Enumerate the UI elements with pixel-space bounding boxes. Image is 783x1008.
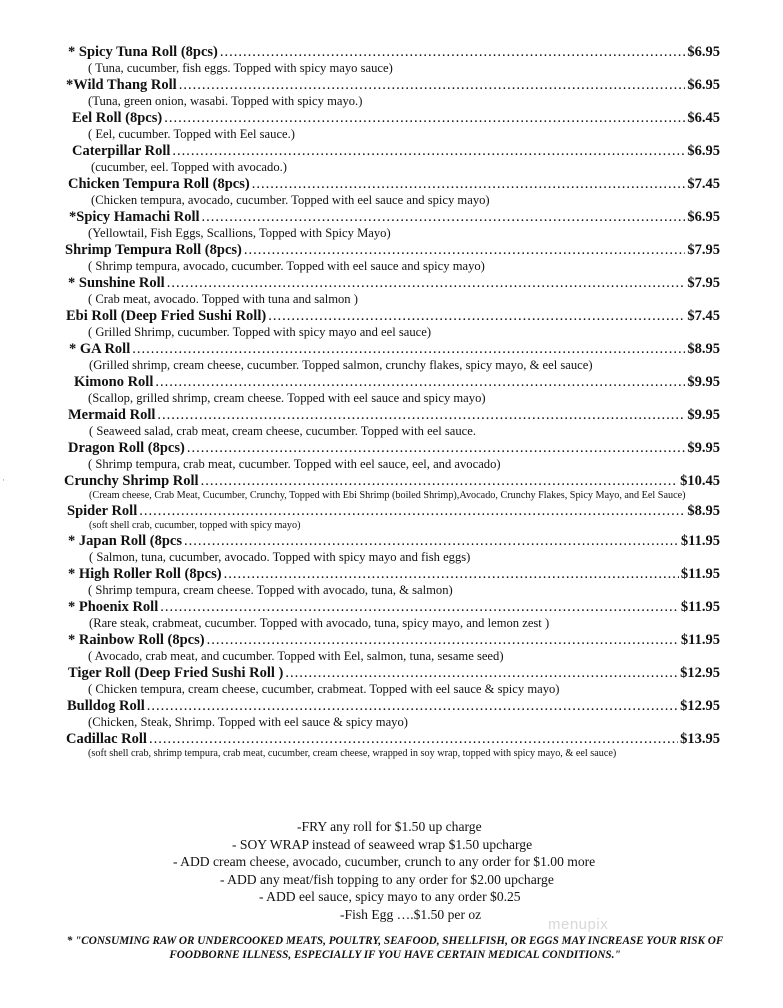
menu-item-row [0, 209, 783, 225]
menu-item [0, 110, 783, 143]
menu-item-description: ( Seaweed salad, crab meat, cream cheese, cucumber. Topped with eel sauce. [89, 424, 477, 438]
menu-item [0, 374, 783, 407]
menu-item-row [0, 341, 783, 357]
menu-item-list [0, 44, 783, 761]
dot-leader [201, 473, 679, 489]
note-fish-egg: -Fish Egg ….$1.50 per oz [340, 906, 482, 922]
menu-item-price: $11.95 [680, 566, 720, 582]
menu-item-description: ( Avocado, crab meat, and cucumber. Topped with Eel, salmon, tuna, sesame seed) [88, 649, 504, 663]
menu-item-price: $9.95 [687, 407, 720, 423]
menu-item-row [0, 665, 783, 681]
menu-item-description: (cucumber, eel. Topped with avocado.) [91, 160, 287, 174]
dot-leader [252, 176, 686, 192]
menu-item-description: (Rare steak, crabmeat, cucumber. Topped with avocado, tuna, spicy mayo, and lemon zest ) [89, 616, 550, 630]
dot-leader [172, 143, 685, 159]
menu-item-row [0, 407, 783, 423]
menu-item-description: ( Salmon, tuna, cucumber, avocado. Topped with spicy mayo and fish eggs) [89, 550, 471, 564]
menu-item-name: * Phoenix Roll [68, 599, 159, 615]
menu-item-name: Caterpillar Roll [72, 143, 171, 159]
menu-item [0, 731, 783, 761]
menu-item-row [0, 110, 783, 126]
dot-leader [179, 77, 686, 93]
note-fry: -FRY any roll for $1.50 up charge [297, 819, 482, 834]
menu-item-description: ( Chicken tempura, cream cheese, cucumber, crabmeat. Topped with eel sauce & spicy mayo) [88, 682, 560, 696]
dot-leader [202, 209, 686, 225]
menu-item-price: $12.95 [680, 698, 720, 714]
menu-item-price: $11.95 [680, 599, 720, 615]
menu-item [0, 599, 783, 632]
menu-item-description: (soft shell crab, cucumber, topped with spicy mayo) [89, 520, 301, 531]
menu-item-price: $7.95 [687, 242, 720, 258]
menu-item-description: ( Shrimp tempura, avocado, cucumber. Topped with eel sauce and spicy mayo) [88, 259, 485, 273]
menu-item-description: (Grilled shrimp, cream cheese, cucumber. Topped salmon, crunchy flakes, spicy mayo, & eel sauce) [89, 358, 593, 372]
dot-leader [164, 110, 685, 126]
menu-item-name: Tiger Roll (Deep Fried Sushi Roll ) [68, 665, 284, 681]
menu-item-description: ( Shrimp tempura, cream cheese. Topped with avocado, tuna, & salmon) [88, 583, 453, 597]
menu-item [0, 77, 783, 110]
menu-item [0, 533, 783, 566]
menu-item [0, 440, 783, 473]
menu-item-description: ( Tuna, cucumber, fish eggs. Topped with spicy mayo sauce) [88, 61, 393, 75]
menu-item-row [0, 632, 783, 648]
menu-item [0, 308, 783, 341]
dot-leader [157, 407, 685, 423]
dot-leader [147, 698, 678, 714]
menu-item-name: Chicken Tempura Roll (8pcs) [68, 176, 250, 192]
menu-item-price: $6.45 [687, 110, 720, 126]
menu-item-name: * Spicy Tuna Roll (8pcs) [68, 44, 218, 60]
menu-item-name: Dragon Roll (8pcs) [68, 440, 185, 456]
menu-item-price: $9.95 [687, 440, 720, 456]
menu-item-description: (Cream cheese, Crab Meat, Cucumber, Crunchy, Topped with Ebi Shrimp (boiled Shrimp),Avocado, Crunchy Flakes, Spicy Mayo, and Eel Sauce) [89, 490, 686, 501]
menu-item-name: Crunchy Shrimp Roll [64, 473, 199, 489]
menu-item-description: (Chicken, Steak, Shrimp. Topped with eel sauce & spicy mayo) [88, 715, 408, 729]
menu-item-price: $11.95 [680, 533, 720, 549]
dot-leader [207, 632, 679, 648]
menu-item-description: ( Crab meat, avocado. Topped with tuna and salmon ) [88, 292, 358, 306]
menu-item [0, 407, 783, 440]
menu-item-name: * Sunshine Roll [68, 275, 165, 291]
menu-item-name: Kimono Roll [74, 374, 154, 390]
menu-item-row [0, 533, 783, 549]
menu-item-price: $6.95 [687, 77, 720, 93]
watermark-logo: menupix [548, 916, 609, 933]
menu-item [0, 143, 783, 176]
menu-item-price: $7.95 [687, 275, 720, 291]
menu-item-description: ( Grilled Shrimp, cucumber. Topped with spicy mayo and eel sauce) [88, 325, 432, 339]
note-add-topping: - ADD any meat/fish topping to any order for $2.00 upcharge [220, 871, 554, 887]
dot-leader [187, 440, 686, 456]
menu-item [0, 44, 783, 77]
menu-item [0, 503, 783, 533]
menu-item-name: * High Roller Roll (8pcs) [68, 566, 222, 582]
menu-item-row [0, 440, 783, 456]
menu-item [0, 665, 783, 698]
menu-item [0, 341, 783, 374]
menu-item [0, 566, 783, 599]
dot-leader [285, 665, 678, 681]
menu-item-name: *Spicy Hamachi Roll [69, 209, 200, 225]
menu-item-row [0, 473, 783, 489]
note-add-cream-cheese: - ADD cream cheese, avocado, cucumber, crunch to any order for $1.00 more [173, 854, 596, 869]
menu-item-price: $9.95 [687, 374, 720, 390]
dot-leader [244, 242, 686, 258]
dot-leader [149, 731, 678, 747]
note-soy-wrap: - SOY WRAP instead of seaweed wrap $1.50 upcharge [232, 836, 533, 852]
menu-item-row [0, 44, 783, 60]
raw-food-warning: * "CONSUMING RAW OR UNDERCOOKED MEATS, POULTRY, SEAFOOD, SHELLFISH, OR EGGS MAY INCREASE YOUR RISK OF FOODBORNE ILLNESS, ESPECIALLY IF YOU HAVE CERTAIN MEDICAL CONDITIONS." [66, 935, 724, 961]
menu-item-row [0, 374, 783, 390]
menu-item-price: $10.45 [680, 473, 720, 489]
menu-item-row [0, 503, 783, 519]
menu-item-price: $13.95 [680, 731, 720, 747]
menu-item-description: (soft shell crab, shrimp tempura, crab meat, cucumber, cream cheese, wrapped in soy wrap, topped with spicy mayo, & eel sauce) [88, 748, 617, 759]
menu-item-row [0, 143, 783, 159]
menu-item-name: Ebi Roll (Deep Fried Sushi Roll) [66, 308, 267, 324]
menu-item-name: Spider Roll [67, 503, 138, 519]
menu-item-price: $11.95 [680, 632, 720, 648]
menu-item-price: $7.45 [687, 308, 720, 324]
scan-edge-mark: · [2, 475, 5, 485]
menu-item-description: (Scallop, grilled shrimp, cream cheese. Topped with eel sauce and spicy mayo) [88, 391, 486, 405]
menu-item-name: Mermaid Roll [68, 407, 156, 423]
dot-leader [167, 275, 686, 291]
menu-item-name: Eel Roll (8pcs) [72, 110, 163, 126]
menu-item-price: $12.95 [680, 665, 720, 681]
menu-item [0, 176, 783, 209]
dot-leader [155, 374, 685, 390]
menu-item-row [0, 566, 783, 582]
menu-item-name: * Japan Roll (8pcs [68, 533, 183, 549]
dot-leader [160, 599, 679, 615]
menu-item-price: $6.95 [687, 209, 720, 225]
menu-item-row [0, 275, 783, 291]
dot-leader [132, 341, 685, 357]
menu-item-description: (Yellowtail, Fish Eggs, Scallions, Topped with Spicy Mayo) [88, 226, 391, 240]
menu-item-price: $8.95 [687, 341, 720, 357]
dot-leader [224, 566, 679, 582]
menu-item-price: $6.95 [687, 143, 720, 159]
menu-item-row [0, 176, 783, 192]
dot-leader [268, 308, 685, 324]
menu-item-row [0, 698, 783, 714]
menu-item-row [0, 242, 783, 258]
menu-item-row [0, 731, 783, 747]
menu-item [0, 275, 783, 308]
menu-item [0, 242, 783, 275]
menu-item-price: $7.45 [687, 176, 720, 192]
menu-item-row [0, 308, 783, 324]
dot-leader [139, 503, 685, 519]
menu-item-row [0, 77, 783, 93]
menu-item-name: Cadillac Roll [66, 731, 147, 747]
menu-item-price: $8.95 [687, 503, 720, 519]
menu-item [0, 473, 783, 503]
menu-item [0, 209, 783, 242]
menu-item-name: Shrimp Tempura Roll (8pcs) [65, 242, 242, 258]
menu-item-description: ( Eel, cucumber. Topped with Eel sauce.) [88, 127, 295, 141]
dot-leader [184, 533, 679, 549]
add-on-notes [0, 818, 783, 923]
menu-item-description: (Chicken tempura, avocado, cucumber. Topped with eel sauce and spicy mayo) [91, 193, 490, 207]
note-add-sauce: - ADD eel sauce, spicy mayo to any order $0.25 [259, 889, 521, 904]
menu-item [0, 698, 783, 731]
menu-item [0, 632, 783, 665]
menu-item-description: ( Shrimp tempura, crab meat, cucumber. Topped with eel sauce, eel, and avocado) [88, 457, 501, 471]
menu-item-name: * Rainbow Roll (8pcs) [68, 632, 205, 648]
dot-leader [220, 44, 685, 60]
menu-item-name: *Wild Thang Roll [66, 77, 177, 93]
menu-item-description: (Tuna, green onion, wasabi. Topped with spicy mayo.) [88, 94, 363, 108]
menu-item-name: * GA Roll [69, 341, 131, 357]
menu-item-row [0, 599, 783, 615]
menu-item-name: Bulldog Roll [67, 698, 145, 714]
menu-item-price: $6.95 [687, 44, 720, 60]
